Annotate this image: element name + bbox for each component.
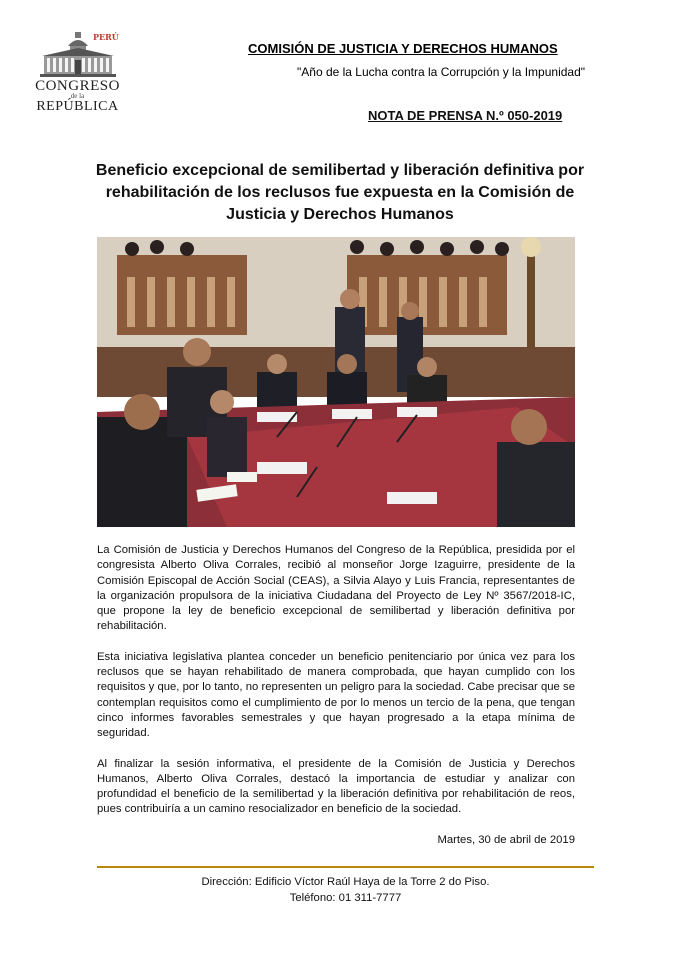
- congress-logo: [30, 28, 125, 118]
- footer-phone: Teléfono: 01 311-7777: [289, 891, 402, 904]
- footer: [97, 875, 594, 906]
- footer-divider: [97, 866, 594, 868]
- headline: Beneficio excepcional de semilibertad y liberación definitiva por rehabilitación de los reclusos fue expuesta en la Comisión de Justicia y Derechos Humanos: [95, 162, 585, 223]
- article-body: [97, 543, 575, 833]
- paragraph-1: La Comisión de Justicia y Derechos Humanos del Congreso de la República, presidida por el congresista Alberto Oliva Corrales, recibió al monseñor Jorge Izaguirre, presidente de la Comisión Episcopal de Acción Social (CEAS), a Silvia Alayo y Luis Francia, representantes de la organización propulsora de la iniciativa Ciudadana del Proyecto de Ley Nº 3567/2018-IC, que propone la ley de beneficio excepcional de semilibertad y liberación definitiva por rehabilitación.: [97, 544, 575, 633]
- paragraph-3: Al finalizar la sesión informativa, el presidente de la Comisión de Justicia y Derechos Humanos, Alberto Oliva Corrales, destacó la importancia de estudiar y analizar con profundidad el beneficio de la semilibertad y la liberación definitiva por rehabilitación de reos, pues contribuiría a un camino resocializador en beneficio de la sociedad.: [97, 757, 575, 816]
- logo-country: PERÚ: [93, 32, 119, 42]
- session-photo-illustration: [97, 237, 575, 527]
- logo-line-1: CONGRESO: [35, 78, 120, 94]
- logo-line-3: REPÚBLICA: [36, 99, 119, 114]
- footer-address: Dirección: Edificio Víctor Raúl Haya de la Torre 2 do Piso.: [201, 876, 490, 888]
- paragraph-2: Esta iniciativa legislativa plantea conceder un beneficio penitenciario por única vez para los reclusos que se hayan rehabilitado de manera comprobada, que hayan cumplido con los requisitos y que, por lo tanto, no representen un peligro para la sociedad. Cabe precisar que se contemplan requisitos como el cumplimiento de por lo menos un tercio de la pena, que tengan cinco informes favorables semestrales y que hayan progresado a la etapa mínima de seguridad.: [97, 650, 575, 740]
- session-photo: [97, 237, 575, 527]
- article-date: Martes, 30 de abril de 2019: [437, 834, 575, 846]
- press-note-number: NOTA DE PRENSA N.º 050-2019: [368, 108, 563, 123]
- commission-title: COMISIÓN DE JUSTICIA Y DERECHOS HUMANOS: [248, 41, 558, 56]
- year-motto: "Año de la Lucha contra la Corrupción y la Impunidad": [297, 65, 586, 79]
- logo-line-2: de la: [70, 92, 85, 100]
